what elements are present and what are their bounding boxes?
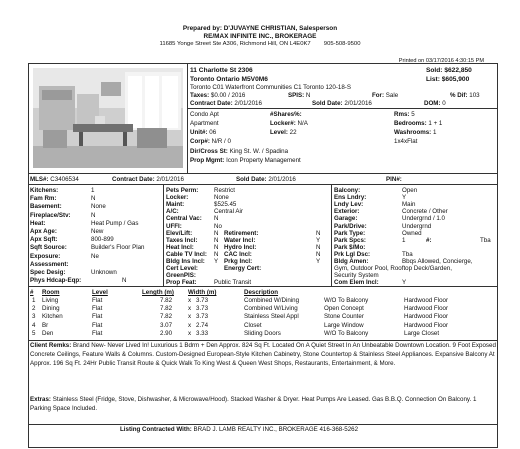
feature-label: Balcony: — [334, 187, 361, 194]
feature-label: Park Type: — [334, 229, 366, 237]
feature-value: Y — [402, 279, 407, 287]
feature-label: Pets Perm: — [166, 187, 199, 194]
room-cell: 7.82 — [160, 297, 173, 304]
brokerage-name: RE/MAX INFINITE INC., BROKERAGE — [203, 33, 317, 40]
feature-flag: Y — [316, 236, 321, 244]
brokerage-address: 11685 Yonge Street Ste A306, Richmond Hill, ON L4E0K7 — [159, 41, 311, 47]
room-cell: Large Window — [324, 321, 364, 329]
room-cell: 5 — [32, 329, 36, 337]
feature-value: N — [214, 229, 219, 237]
room-cell: x — [188, 297, 192, 304]
room-cell: 3.33 — [196, 329, 209, 337]
feature-label: Heat Incl: — [166, 243, 194, 251]
feature-value: Y — [214, 258, 219, 265]
dom-field: DOM: 0 — [424, 100, 446, 107]
feature-value: Main — [402, 201, 416, 209]
feature-value: N — [91, 211, 96, 219]
property-management-field: Prop Mgmt: Icon Property Management — [190, 157, 301, 164]
brokerage-contact — [0, 41, 520, 48]
room-cell: Hardwood Floor — [404, 313, 449, 321]
client-remarks: Client Remks: Brand New- Never Lived In! Luxurious 1 Bdrm + Den Approx. 824 Sq Ft. Located On A Quiet Street In An Unbeatable Downtown Location. 9 Foot Exposed Concrete Ceilings, Feature Walls & Columns. Custom-Designed European-Style Kitchen Cabinetry, Stone Countertop & Stainless Steel Appliances. Expansive Balcony At Approx. 196 Sq Ft. 24Hr Public Transit Route & Quick Walk To King West & Queen West Shops, Restaurants, Entertainment, & More. — [30, 342, 496, 367]
feature-value: Undergrnd — [402, 222, 432, 230]
feature-label: Garage: — [334, 215, 358, 223]
feature-value: Open — [402, 187, 418, 194]
for-field: For: Sale — [372, 92, 399, 99]
feature-label: Apx Sqft: — [30, 236, 58, 244]
feature-label: Sqft Source: — [30, 244, 67, 252]
feature-extra-label: #: — [426, 236, 432, 244]
shares-field: #Shares%: — [270, 111, 302, 118]
room-cell: Hardwood Floor — [404, 321, 449, 329]
brokerage-phone: 905-508-9500 — [323, 41, 361, 47]
feature-sub-label: Retirement: — [224, 229, 259, 237]
mls-top-divider — [28, 173, 498, 174]
feature-label: Taxes Incl: — [166, 236, 198, 244]
feature-value: No — [214, 222, 222, 230]
feature-value: Undergrnd / 1.0 — [402, 215, 445, 223]
feature-label: Spec Desig: — [30, 269, 66, 276]
feature-label: Kitchens: — [30, 187, 59, 194]
feature-label: Prk Lgl Dsc: — [334, 250, 371, 258]
feature-value: Owned — [402, 229, 422, 237]
feature-value: Ne — [91, 252, 99, 260]
room-cell: 2.90 — [160, 329, 173, 337]
room-cell: 1 — [32, 297, 36, 304]
col2-divider — [331, 184, 332, 286]
feature-label: Bldg Amen: — [334, 258, 369, 265]
feature-value: Heat Pump / Gas — [91, 219, 139, 227]
feature-value: New — [91, 228, 104, 235]
feature-value: Restrict — [214, 187, 235, 194]
room-cell: W/O To Balcony — [324, 297, 369, 304]
room-cell: 3.73 — [196, 297, 209, 304]
feature-value: Builder's Floor Plan — [91, 244, 145, 252]
feature-value: Gym, Outdoor Pool, Rooftop Deck/Garden, — [334, 265, 452, 273]
room-cell: Closet — [244, 321, 262, 329]
feature-label: Exterior: — [334, 208, 360, 216]
room-cell: Flat — [92, 305, 103, 313]
remarks-top-divider — [28, 340, 498, 341]
rooms-column-header: Level — [92, 289, 108, 296]
feature-value: None — [91, 203, 106, 211]
room-cell: Dining — [42, 305, 60, 313]
feature-label: UFFI: — [166, 222, 182, 230]
cross-street-field: Dir/Cross St: King St. W. / Spadina — [190, 148, 289, 155]
corp-field: Corp#: N/R / 0 — [190, 138, 231, 145]
taxes-field: Taxes: $0.00 / 2016 — [190, 92, 246, 99]
room-cell: 3.07 — [160, 321, 173, 329]
feature-label: Fam Rm: — [30, 195, 57, 203]
feature-label: Assessment: — [30, 260, 69, 268]
room-cell: Hardwood Floor — [404, 305, 449, 313]
feature-value: N — [214, 215, 219, 223]
feature-sub-label: CAC Incl: — [224, 250, 252, 258]
extras-remarks: Extras: Stainless Steel (Fridge, Stove, Dishwasher, & Microwave/Hood). Stacked Washer & Dryer. Heat Pumps Are Leased. Gas B.B.Q. Connection On Balcony. 1 Parking Space Included. — [30, 396, 477, 412]
printed-timestamp: Printed on 03/17/2016 4:30:15 PM — [398, 58, 484, 64]
room-cell: x — [188, 313, 192, 321]
feature-label: Cable TV Incl: — [166, 250, 207, 258]
room-cell: Flat — [92, 297, 103, 304]
rooms-column-header: Width (m) — [188, 289, 217, 296]
col1-divider — [163, 184, 164, 286]
washrooms-field: Washrooms: 1 — [394, 129, 437, 136]
spis-field: SPIS: N — [288, 92, 311, 99]
list-price: List: $605,900 — [426, 76, 470, 83]
sold-price: Sold: $622,850 — [426, 67, 472, 74]
rooms-top-divider — [28, 286, 498, 287]
room-cell: 2.74 — [196, 321, 209, 329]
room-cell: Flat — [92, 321, 103, 329]
locker-number-field: Locker#: N/A — [270, 120, 308, 127]
room-cell: Hardwood Floor — [404, 297, 449, 304]
unit-field: Unit#: 06 — [190, 129, 217, 136]
rooms-column-header: Room — [42, 289, 60, 296]
photo-divider — [187, 63, 188, 173]
feature-value: Y — [402, 194, 407, 202]
feature-label: Locker: — [166, 194, 189, 202]
feature-value: 1 — [91, 187, 95, 194]
feature-value: Public Transit — [214, 279, 252, 287]
feature-value: Unknown — [91, 269, 117, 276]
feature-value: N — [214, 243, 219, 251]
dif-field: % Dif: 103 — [450, 92, 480, 99]
listing-address-line2: Toronto Ontario M5V0M6 — [190, 76, 268, 83]
room-cell: Stone Counter — [324, 313, 364, 321]
room-cell: Large Closet — [404, 329, 440, 337]
feature-label: A/C: — [166, 208, 179, 216]
feature-value: N — [91, 195, 96, 203]
feature-label: Cert Level: — [166, 265, 198, 273]
room-cell: 3 — [32, 313, 36, 321]
feature-sub-label: Prkg Incl: — [224, 258, 253, 265]
feature-extra-value: Tba — [480, 236, 491, 244]
feature-value: N — [214, 250, 219, 258]
room-cell: 2 — [32, 305, 36, 313]
mls-number-field: MLS#: C3406534 — [30, 176, 79, 183]
contract-date-field: Contract Date: 2/01/2016 — [190, 100, 262, 107]
feature-value: Central Air — [214, 208, 243, 216]
summary-divider — [188, 108, 498, 109]
room-cell: Flat — [92, 313, 103, 321]
feature-label: Bldg Ins Incl: — [166, 258, 205, 265]
feature-flag: N — [316, 250, 321, 258]
condo-interior-photo — [33, 68, 183, 168]
feature-label: Fireplace/Stv: — [30, 211, 71, 219]
room-cell: 7.82 — [160, 305, 173, 313]
room-cell: Living — [42, 297, 59, 304]
mls-bottom-divider — [28, 184, 498, 185]
feature-value: Security System — [334, 272, 379, 280]
property-type: Condo Apt — [190, 111, 219, 118]
listing-address-line1: 11 Charlotte St 2306 — [190, 67, 253, 74]
room-cell: 3.73 — [196, 313, 209, 321]
feature-label: Park Spcs: — [334, 236, 366, 244]
feature-label: Central Vac: — [166, 215, 202, 223]
room-cell: Combined W/Dining — [244, 297, 300, 304]
level-field: Level: 22 — [270, 129, 297, 136]
room-cell: 4 — [32, 321, 36, 329]
feature-label: Apx Age: — [30, 228, 57, 235]
rooms-column-header: Description — [244, 289, 279, 296]
feature-value: N — [122, 277, 127, 285]
property-style: Apartment — [190, 120, 219, 127]
feature-label: Elev/Lift: — [166, 229, 193, 237]
room-cell: W/O To Balcony — [324, 329, 369, 337]
listing-community: Toronto C01 Waterfront Communities C1 Toronto 120-18-S — [190, 84, 351, 91]
feature-sub-label: Water Incl: — [224, 236, 256, 244]
feature-value: N — [214, 236, 219, 244]
feature-value: None — [214, 194, 229, 202]
feature-label: Maint: — [166, 201, 185, 209]
mls-sold-date: Sold Date: 2/01/2016 — [236, 176, 296, 183]
room-cell: x — [188, 321, 192, 329]
rooms-field: Rms: 5 — [394, 111, 415, 118]
feature-label: Park/Drive: — [334, 222, 367, 230]
room-cell: Open Concept — [324, 305, 364, 313]
washroom-description: 1x4xFlat — [394, 138, 418, 145]
room-cell: Den — [42, 329, 54, 337]
rooms-column-header: # — [30, 289, 34, 296]
feature-label: Prop Feat: — [166, 279, 197, 287]
prepared-by: Prepared by: D'JUVAYNE CHRISTIAN, Salesperson — [182, 25, 338, 32]
room-cell: x — [188, 305, 192, 313]
feature-value: $525.45 — [214, 201, 237, 209]
feature-flag: N — [316, 243, 321, 251]
feature-label: Ens Lndry: — [334, 194, 367, 202]
footer-divider — [28, 424, 498, 425]
room-cell: x — [188, 329, 192, 337]
pin-field: PIN#: — [386, 176, 402, 183]
property-photo — [33, 68, 183, 168]
feature-label: GreenPIS: — [166, 272, 196, 280]
room-cell: Stainless Steel Appl — [244, 313, 299, 321]
room-cell: Kitchen — [42, 313, 63, 321]
rooms-column-header: Length (m) — [142, 289, 174, 296]
feature-value: Concrete / Other — [402, 208, 448, 216]
feature-value: 1 — [402, 236, 406, 244]
feature-flag: Y — [316, 258, 321, 265]
room-cell: Br — [42, 321, 49, 329]
mls-contract-date: Contract Date: 2/01/2016 — [112, 176, 184, 183]
feature-value: Bbqs Allowed, Concierge, — [402, 258, 473, 265]
feature-label: Phys Hdcap-Eqp: — [30, 277, 82, 285]
sold-date-field: Sold Date: 2/01/2016 — [312, 100, 372, 107]
bedrooms-field: Bedrooms: 1 + 1 — [394, 120, 443, 127]
room-cell: 3.73 — [196, 305, 209, 313]
room-cell: Sliding Doors — [244, 329, 281, 337]
feature-label: Heat: — [30, 219, 46, 227]
feature-value: Tba — [402, 250, 413, 258]
feature-label: Com Elem Incl: — [334, 279, 379, 287]
feature-flag: N — [316, 229, 321, 237]
feature-label: Basement: — [30, 203, 62, 211]
feature-sub-label: Hydro Incl: — [224, 243, 257, 251]
listing-contracted-with: Listing Contracted With: BRAD J. LAMB REALTY INC., BROKERAGE 416-368-5262 — [120, 426, 359, 433]
feature-label: Lndy Lev: — [334, 201, 364, 209]
room-cell: Combined W/Living — [244, 305, 298, 313]
feature-label: Exposure: — [30, 252, 61, 260]
room-cell: Flat — [92, 329, 103, 337]
room-cell: 7.82 — [160, 313, 173, 321]
feature-sub-label: Energy Cert: — [224, 265, 262, 273]
feature-label: Park $/Mo: — [334, 243, 366, 251]
feature-value: 800-899 — [91, 236, 114, 244]
